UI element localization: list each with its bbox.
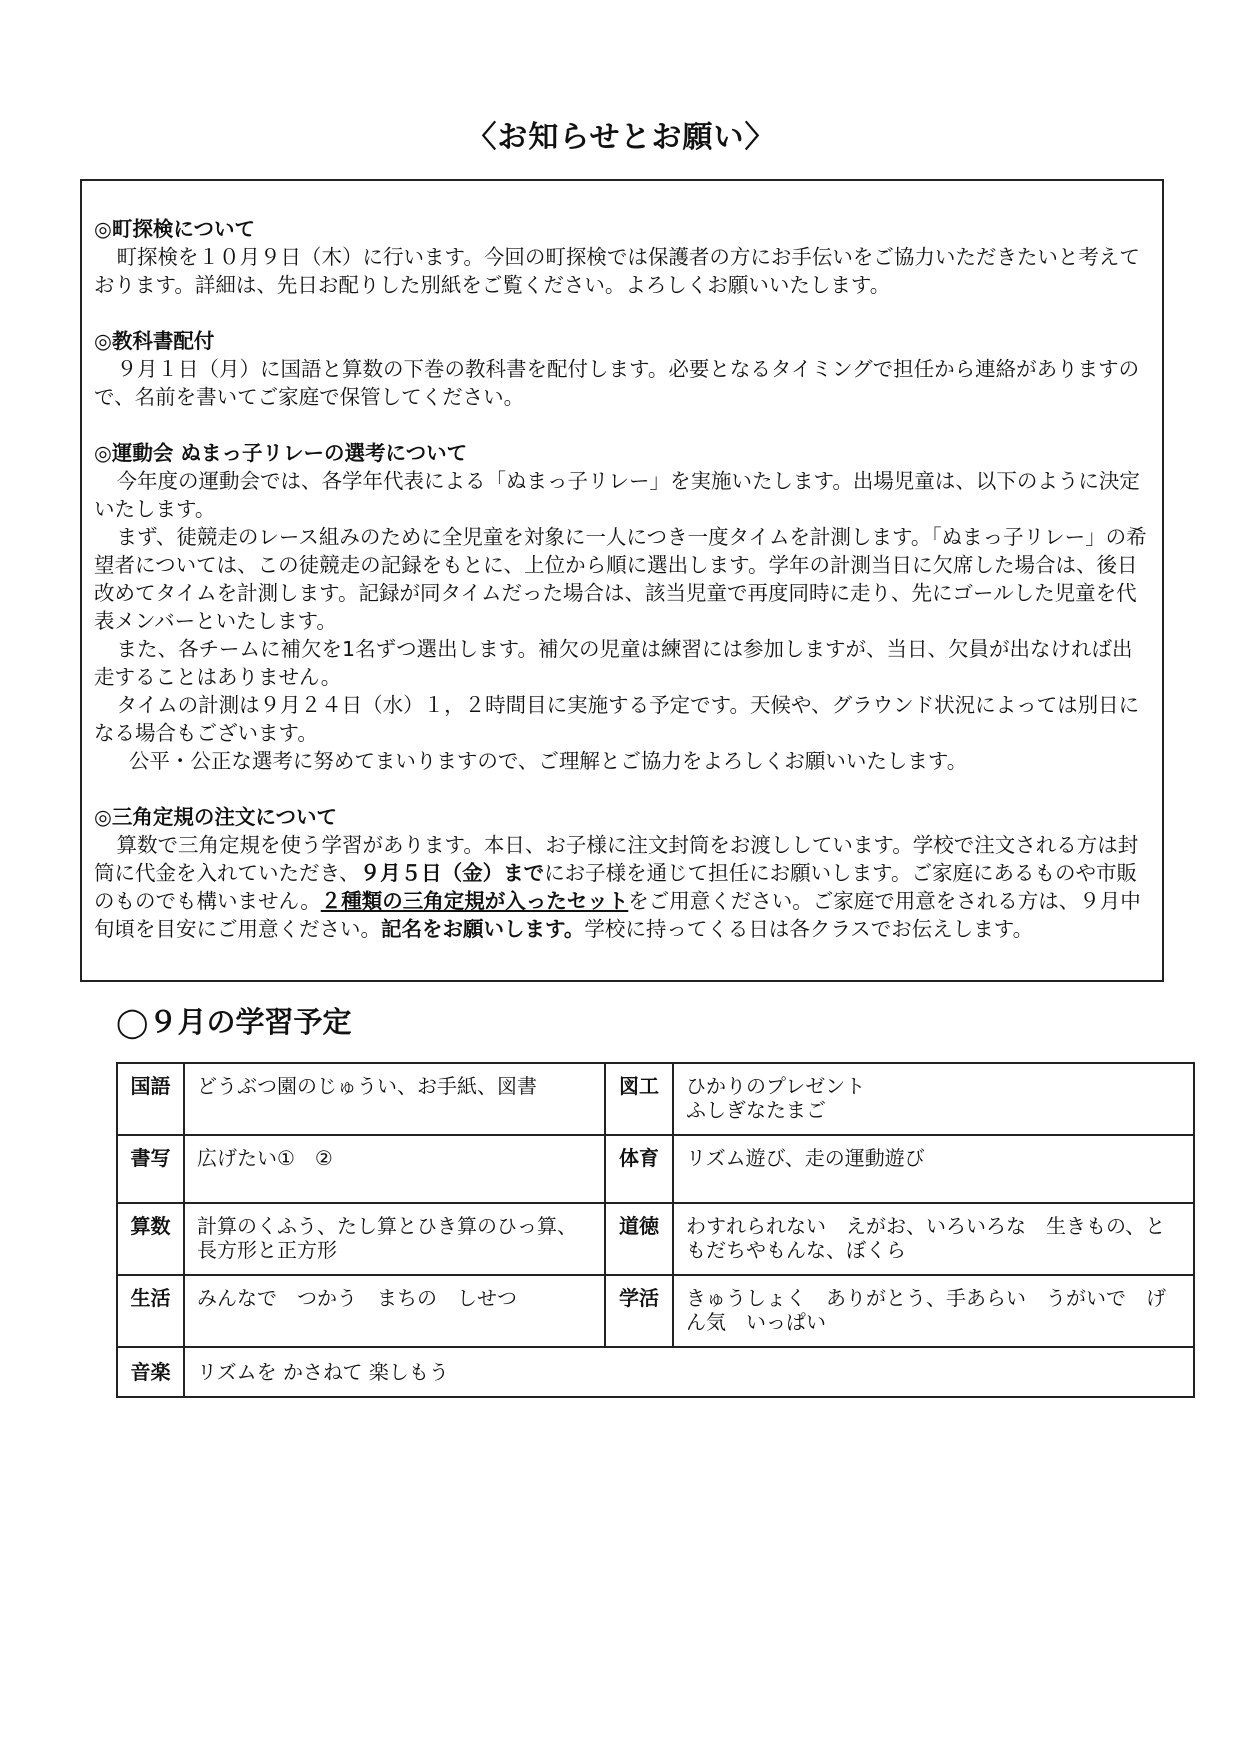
schedule-title: ◯９月の学習予定 (116, 1005, 352, 1039)
notice-textbook (94, 327, 1152, 411)
content-cell: リズムを かさねて 楽しもう (184, 1347, 1194, 1397)
content-cell (184, 1135, 605, 1203)
content-cell (184, 1203, 605, 1275)
schedule-table (116, 1062, 1195, 1398)
notice-text: 町探検を１０月９日（木）に行います。今回の町探検では保護者の方にお手伝いをご協力いただきたいと考えております。詳細は、先日お配りした別紙をご覧ください。よろしくお願いいたします。 (94, 245, 1140, 297)
notice-town-exploration (94, 215, 1152, 299)
notice-paragraph: まず、徒競走のレース組みのために全児童を対象に一人につき一度タイムを計測します。「ぬまっ子リレー」の希望者については、この徒競走の記録をもとに、上位から順に選出します。学年の計測当日に欠席した場合は、後日改めてタイムを計測します。記録が同タイムだった場合は、該当児童で再度同時に走り、先にゴールした児童を代表メンバーといたします。 (94, 525, 1147, 633)
content-cell (673, 1275, 1194, 1347)
content-line: ふしぎなたまご (686, 1098, 826, 1122)
notice-heading: ◎町探検について (94, 217, 255, 241)
notice-text (94, 831, 1152, 943)
notice-box (80, 179, 1164, 982)
notice-heading: ◎三角定規の注文について (94, 805, 337, 829)
subject-cell: 学活 (605, 1275, 673, 1347)
subject-cell: 道徳 (605, 1203, 673, 1275)
content-cell (673, 1063, 1194, 1135)
notice-paragraph: 今年度の運動会では、各学年代表による「ぬまっ子リレー」を実施いたします。出場児童は、以下のように決定いたします。 (94, 469, 1140, 521)
name-label-emphasis: 記名をお願いします。 (381, 917, 585, 941)
notice-paragraph: 公平・公正な選考に努めてまいりますので、ご理解とご協力をよろしくお願いいたします。 (128, 749, 968, 773)
notice-relay-selection (94, 439, 1152, 775)
text-run: 学校に持ってくる日は各クラスでお伝えします。 (584, 917, 1034, 941)
content-cell (184, 1275, 605, 1347)
text-run: をご用意ください。ご家庭で用意をされる方は、９月中旬頃を目安にご用意ください。 (94, 889, 1141, 941)
subject-cell: 音楽 (117, 1347, 184, 1397)
notice-text: ９月１日（月）に国語と算数の下巻の教科書を配付します。必要となるタイミングで担任から連絡がありますので、名前を書いてご家庭で保管してください。 (94, 357, 1140, 409)
subject-cell: 書写 (117, 1135, 184, 1203)
content-cell (184, 1063, 605, 1135)
table-row (117, 1203, 1194, 1275)
page-title: 〈お知らせとお願い〉 (466, 120, 776, 155)
content-line: 長方形と正方形 (197, 1238, 337, 1262)
notice-heading: ◎運動会 ぬまっ子リレーの選考について (94, 441, 468, 465)
subject-cell: 体育 (605, 1135, 673, 1203)
content-line: 計算のくふう、たし算とひき算のひっ算、 (197, 1214, 577, 1238)
content-line: どうぶつ園のじゅうい、お手紙、図書 (197, 1074, 537, 1098)
content-line: みんなで つかう まちの しせつ (197, 1286, 517, 1310)
notice-paragraph: タイムの計測は９月２４日（水）１，２時間目に実施する予定です。天候や、グラウンド状況によっては別日になる場合もございます。 (94, 693, 1140, 745)
table-row (117, 1275, 1194, 1347)
table-row (117, 1063, 1194, 1135)
text-run: 算数で三角定規を使う学習があります。本日、お子様に注文封筒をお渡ししています。学校で注文される方は封筒に代金を入れていただき、 (94, 833, 1139, 885)
content-cell (673, 1203, 1194, 1275)
subject-cell: 国語 (117, 1063, 184, 1135)
content-line: リズム遊び、走の運動遊び (686, 1146, 925, 1170)
content-cell (673, 1135, 1194, 1203)
content-line: ん気 いっぱい (686, 1310, 826, 1334)
table-row (117, 1347, 1194, 1397)
content-line: わすれられない えがお、いろいろな 生きもの、と (686, 1214, 1166, 1238)
text-run: にお子様を通じて担任にお願いします。ご家庭にあるものや市販のものでも構いません。 (94, 861, 1138, 913)
subject-cell: 図工 (605, 1063, 673, 1135)
content-line: 広げたい① ② (197, 1146, 333, 1170)
notice-heading: ◎教科書配付 (94, 329, 215, 353)
notice-paragraph: また、各チームに補欠を1名ずつ選出します。補欠の児童は練習には参加しますが、当日、欠員が出なければ出走することはありません。 (94, 637, 1133, 689)
table-row (117, 1135, 1194, 1203)
content-line: もだちやもんな、ぼくら (686, 1238, 906, 1262)
order-deadline: ９月５日（金）まで (359, 861, 545, 885)
ruler-set-emphasis: ２種類の三角定規が入ったセット (320, 889, 629, 913)
notice-triangle-ruler (94, 803, 1152, 943)
content-line: ひかりのプレゼント (686, 1074, 866, 1098)
content-line: きゅうしょく ありがとう、手あらい うがいで げ (686, 1286, 1166, 1310)
subject-cell: 算数 (117, 1203, 184, 1275)
subject-cell: 生活 (117, 1275, 184, 1347)
